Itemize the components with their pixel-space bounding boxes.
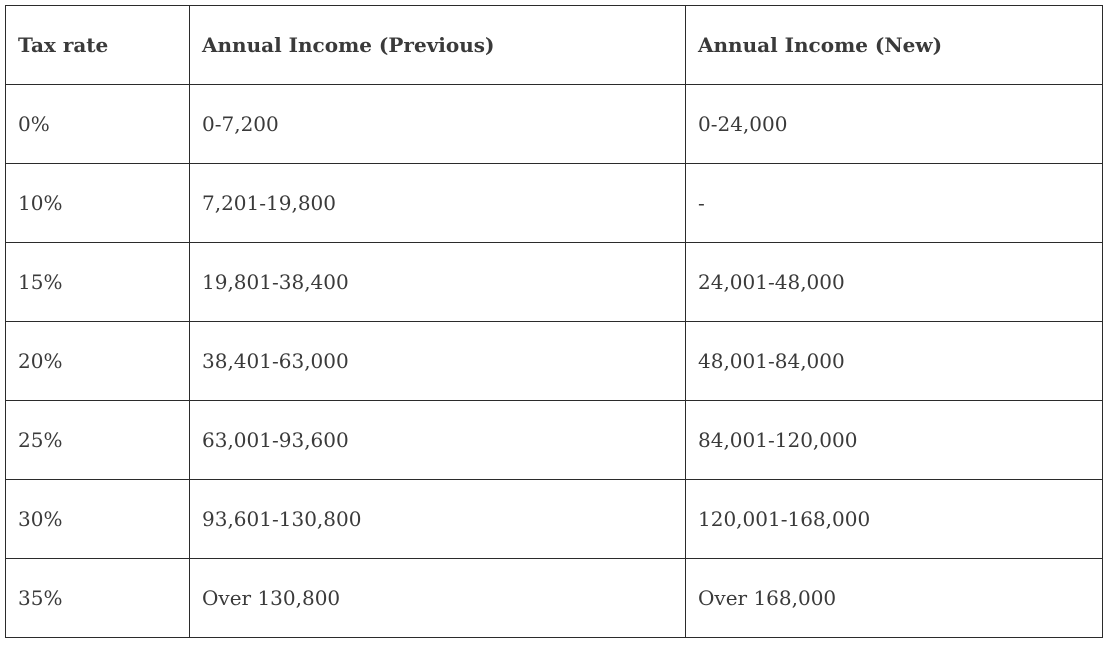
table-row — [6, 164, 1103, 243]
tax-rate-cell: 35% — [6, 559, 190, 638]
income-previous-cell: 0-7,200 — [190, 85, 686, 164]
tax-rate-cell: 25% — [6, 401, 190, 480]
income-previous-cell: 38,401-63,000 — [190, 322, 686, 401]
income-new-cell: Over 168,000 — [686, 559, 1103, 638]
income-new-cell: 120,001-168,000 — [686, 480, 1103, 559]
tax-rate-cell: 20% — [6, 322, 190, 401]
header-annual-income-previous: Annual Income (Previous) — [190, 6, 686, 85]
header-tax-rate: Tax rate — [6, 6, 190, 85]
income-previous-cell: 63,001-93,600 — [190, 401, 686, 480]
table-header-row — [6, 6, 1103, 85]
income-new-cell: 0-24,000 — [686, 85, 1103, 164]
tax-rate-cell: 30% — [6, 480, 190, 559]
table-row — [6, 243, 1103, 322]
header-annual-income-new: Annual Income (New) — [686, 6, 1103, 85]
income-previous-cell: 19,801-38,400 — [190, 243, 686, 322]
income-previous-cell: 7,201-19,800 — [190, 164, 686, 243]
income-new-cell: - — [686, 164, 1103, 243]
tax-rate-cell: 0% — [6, 85, 190, 164]
table-row — [6, 559, 1103, 638]
tax-rate-table — [5, 5, 1103, 638]
tax-rate-cell: 10% — [6, 164, 190, 243]
income-previous-cell: Over 130,800 — [190, 559, 686, 638]
table-row — [6, 322, 1103, 401]
income-new-cell: 84,001-120,000 — [686, 401, 1103, 480]
income-new-cell: 24,001-48,000 — [686, 243, 1103, 322]
tax-rate-cell: 15% — [6, 243, 190, 322]
income-previous-cell: 93,601-130,800 — [190, 480, 686, 559]
table-row — [6, 85, 1103, 164]
table-row — [6, 401, 1103, 480]
table-row — [6, 480, 1103, 559]
tax-rate-table-container — [5, 5, 1103, 638]
income-new-cell: 48,001-84,000 — [686, 322, 1103, 401]
